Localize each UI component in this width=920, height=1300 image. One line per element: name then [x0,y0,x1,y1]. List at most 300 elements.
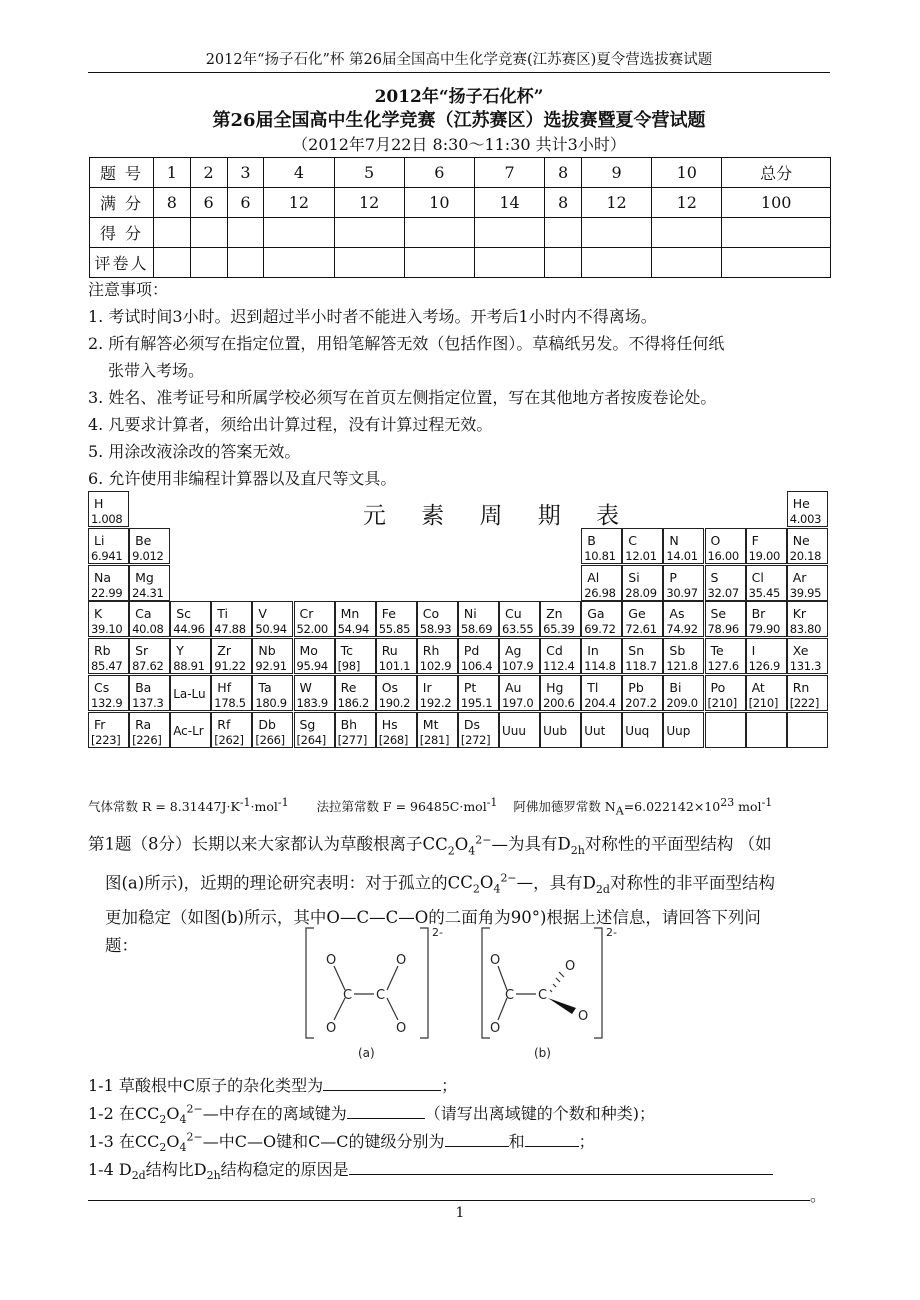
element-symbol: Ag [505,643,522,659]
element-symbol: Cl [751,569,764,585]
element-symbol: Bi [669,680,682,695]
element-cell [581,675,622,711]
element-symbol: Mn [340,606,360,622]
element-cell [622,675,663,711]
score-cell[interactable] [334,248,404,278]
element-cell [787,638,828,674]
element-cell [88,565,129,601]
score-cell[interactable] [474,248,544,278]
element-cell [88,675,129,711]
element-cell [581,601,622,637]
question-1-line-2: 图(a)所示)，近期的理论研究表明：对于孤立的$CC_2O_4^{2-}—$，具有$D_{2d}$对称性的非平面型结构 [105,871,775,896]
score-cell: 12 [334,188,404,218]
element-mass: 35.45 [748,585,781,600]
avogadro-constant: 阿佛加德罗常数 N [513,799,616,815]
element-symbol: Cd [546,643,563,659]
element-cell [376,712,417,748]
score-row-label: 题 号 [90,158,154,188]
note-item: 1. 考试时间3小时。迟到超过半小时者不能进入考场。开考后1小时内不得离场。 [88,307,657,326]
element-symbol: Rn [792,680,810,695]
element-cell [746,528,787,564]
element-symbol: Uup [666,723,691,738]
avogadro-exp: 23 [720,796,735,809]
element-mass: 50.94 [255,622,287,637]
element-symbol: Ba [135,680,152,695]
score-row [90,158,831,188]
element-symbol: Rh [422,643,440,659]
element-cell [663,638,704,674]
score-row [90,248,831,278]
element-cell [746,675,787,711]
element-cell [88,638,129,674]
element-cell [252,675,293,711]
score-cell: 6 [227,188,264,218]
element-symbol: W [299,680,312,695]
element-mass: 26.98 [584,585,616,600]
atom-label: C [505,988,515,1003]
score-cell: 2 [190,158,227,188]
element-cell [787,491,828,527]
atom-label: C [343,988,353,1003]
element-mass: 112.4 [543,659,575,674]
element-mass: 47.88 [214,622,246,637]
score-cell[interactable] [722,248,831,278]
element-mass: 91.22 [214,659,246,674]
score-cell[interactable] [334,218,404,248]
element-mass: [272] [460,732,491,747]
element-mass: 190.2 [378,696,411,710]
element-mass: 10.81 [584,548,616,563]
element-mass: 54.94 [337,622,370,637]
score-cell[interactable] [264,218,334,248]
score-cell[interactable] [474,218,544,248]
figure-a-label: (a) [358,1046,375,1060]
faraday-constant: 法拉第常数 F = 96485C·mol [316,799,487,815]
element-cell [663,601,704,637]
faraday-sup: -1 [486,796,498,809]
element-cell [294,675,335,711]
element-mass: 40.08 [132,622,164,637]
atom-label: O [326,953,337,968]
element-mass: [210] [748,696,779,710]
element-cell [499,675,540,711]
score-table [89,157,831,278]
element-symbol: Ca [135,606,152,622]
element-cell [417,712,458,748]
element-symbol: Sb [669,643,686,659]
element-symbol: Ru [381,643,398,659]
periodic-table-title: 元 素 周 期 表 [362,503,634,529]
answer-blank-1-3a[interactable] [445,1132,509,1147]
element-mass: 24.31 [132,585,164,600]
element-cell [787,601,828,637]
element-mass: 132.9 [91,696,123,710]
element-symbol: Mt [422,716,439,732]
element-symbol: P [669,569,677,585]
element-mass: 186.2 [337,696,370,710]
answer-blank-1-2[interactable] [347,1104,425,1119]
atom-label: O [326,1021,337,1036]
score-cell: 10 [404,188,474,218]
element-symbol: Mg [135,569,154,585]
element-cell [88,528,129,564]
atom-label: O [396,1021,407,1036]
element-mass: 22.99 [91,585,123,600]
element-symbol: Sg [299,716,316,732]
element-mass: [277] [337,732,368,747]
score-cell[interactable] [404,248,474,278]
element-mass: 127.6 [707,659,739,674]
oxalate-formula: $C_2O_4^{2-}—$ [147,1130,219,1155]
element-mass: 209.0 [666,696,698,710]
element-cell [129,675,170,711]
element-symbol: Os [381,680,399,695]
element-symbol: Ge [628,606,646,622]
note-item: 6. 允许使用非编程计算器以及直尺等文具。 [88,469,397,488]
element-cell [746,601,787,637]
element-mass: [223] [91,732,121,747]
score-cell: 6 [190,188,227,218]
element-symbol: H [94,496,104,511]
element-symbol: Uuq [625,723,650,738]
score-cell[interactable] [404,218,474,248]
element-symbol: F [751,532,759,548]
score-cell: 3 [227,158,264,188]
atom-label: O [396,953,407,968]
element-mass: 4.003 [789,512,822,526]
element-symbol: Po [710,680,726,695]
element-mass: 28.09 [625,585,657,600]
avogadro-unit: mol [734,799,762,815]
score-cell: 8 [545,188,582,218]
element-mass: 20.18 [789,548,822,563]
element-symbol: Hg [546,680,564,695]
element-mass: 72.61 [625,622,657,637]
element-cell [88,491,129,527]
element-cell [170,675,211,711]
element-mass: 107.9 [502,659,534,674]
element-mass: 39.95 [789,585,822,600]
element-symbol: Hf [217,680,232,695]
element-symbol: Re [340,680,357,695]
element-symbol: Br [751,606,766,622]
element-symbol: In [587,643,599,659]
element-mass: 39.10 [91,622,123,637]
element-mass: 121.8 [666,659,698,674]
element-mass: [262] [214,732,244,747]
element-symbol: Ds [463,716,481,732]
element-symbol: Be [135,532,152,548]
element-cell [88,601,129,637]
element-symbol: S [710,569,719,585]
element-mass: 114.8 [584,659,616,674]
element-symbol: V [258,606,267,622]
score-cell[interactable] [227,218,264,248]
element-mass: 88.91 [173,659,205,674]
element-cell [787,712,828,748]
element-symbol: Ta [258,680,272,695]
element-cell [787,565,828,601]
element-mass: 118.7 [625,659,657,674]
score-cell[interactable] [652,218,722,248]
score-cell: 12 [264,188,334,218]
element-cell [417,601,458,637]
title-line-1: 2012年“扬子石化杯” [374,87,544,107]
element-cell [499,712,540,748]
question-1-line-3: 更加稳定（如图(b)所示，其中O—C—C—O的二面角为90°)根据上述信息，请回答下列问 [105,907,761,927]
element-mass: 95.94 [296,659,328,674]
element-symbol: Co [422,606,440,622]
score-cell[interactable] [154,248,191,278]
element-cell [211,638,252,674]
score-cell: 12 [581,188,651,218]
element-symbol: Li [94,532,105,548]
gas-constant-sup: -1 [277,796,289,809]
element-symbol: Y [176,643,184,659]
element-mass: 65.39 [543,622,575,637]
score-cell[interactable] [227,248,264,278]
title-line-3: （2012年7月22日 8:30～11:30 共计3小时） [292,135,626,154]
element-symbol: La-Lu [173,687,206,701]
element-mass: 52.00 [296,622,328,637]
element-cell [129,638,170,674]
score-cell[interactable] [190,218,227,248]
element-cell [376,601,417,637]
score-cell: 9 [581,158,651,188]
element-cell [252,638,293,674]
element-symbol: O [710,532,721,548]
element-symbol: Ir [422,680,432,695]
element-symbol: Nb [258,643,276,659]
element-mass: [226] [132,732,162,747]
element-mass: 126.9 [748,659,781,674]
element-symbol: Cs [94,680,110,695]
score-cell[interactable] [652,248,722,278]
element-mass: 183.9 [296,696,328,710]
element-cell [129,565,170,601]
element-cell [252,712,293,748]
element-cell [663,675,704,711]
element-symbol: Si [628,569,640,585]
element-cell [129,601,170,637]
score-cell[interactable] [581,218,651,248]
question-1-line-1: 第1题（8分）长期以来大家都认为草酸根离子$CC_2O_4^{2-}—$为具有$D_{2h}$对称性的平面型结构 （如 [88,833,772,857]
element-symbol: Cu [505,606,522,622]
element-cell [458,712,499,748]
score-cell: 1 [154,158,191,188]
element-mass: 30.97 [666,585,698,600]
score-cell[interactable] [154,218,191,248]
score-cell[interactable] [264,248,334,278]
answer-blank-1-4[interactable] [349,1160,773,1175]
element-cell [499,601,540,637]
score-row [90,188,831,218]
score-cell: 100 [722,188,831,218]
element-cell [129,528,170,564]
element-mass: [98] [337,659,361,674]
element-symbol: Hs [381,716,398,732]
score-cell[interactable] [581,248,651,278]
score-cell: 5 [334,158,404,188]
element-mass: 102.9 [419,659,452,674]
title-line-2: 第26届全国高中生化学竞赛（江苏赛区）选拔赛暨夏令营试题 [212,110,706,131]
element-mass: 55.85 [378,622,411,637]
element-mass: 69.72 [584,622,616,637]
element-cell [746,565,787,601]
element-cell [294,712,335,748]
element-cell [129,712,170,748]
score-row [90,218,831,248]
element-symbol: Ra [135,716,152,732]
score-row-label: 得 分 [90,218,154,248]
element-symbol: Se [710,606,727,622]
element-symbol: Bh [340,716,358,732]
element-cell [581,712,622,748]
score-cell[interactable] [722,218,831,248]
element-symbol: Fr [94,716,106,732]
element-symbol: Tl [587,680,599,695]
element-symbol: Zr [217,643,231,659]
element-mass: 63.55 [502,622,534,637]
answer-blank-1-4-line-2[interactable] [88,1186,810,1201]
element-symbol: Pd [463,643,480,659]
element-symbol: Ar [792,569,807,585]
gas-constant: 气体常数 R = 8.31447J·K [88,799,240,815]
score-cell: 8 [545,158,582,188]
element-symbol: Kr [792,606,807,622]
element-symbol: I [751,643,756,659]
atom-label: O [490,1021,501,1036]
element-cell [581,565,622,601]
atom-label: C [538,988,548,1003]
element-cell [746,712,787,748]
element-cell [622,712,663,748]
element-cell [705,528,746,564]
answer-blank-1-1[interactable] [323,1076,441,1091]
element-mass: 44.96 [173,622,205,637]
oxalate-formula: $C_2O_4^{2-}—$ [435,833,508,857]
element-symbol: Zn [546,606,563,622]
score-cell: 12 [652,188,722,218]
element-mass: 78.96 [707,622,739,637]
element-mass: 207.2 [625,696,657,710]
element-mass: 101.1 [378,659,411,674]
score-cell[interactable] [545,218,582,248]
avogadro-sub: A [615,804,624,818]
element-symbol: Tc [340,643,353,659]
element-symbol: C [628,532,638,548]
element-cell [581,638,622,674]
element-cell [335,638,376,674]
element-cell [335,675,376,711]
element-cell [88,712,129,748]
element-cell [663,712,704,748]
element-cell [458,675,499,711]
score-cell: 10 [652,158,722,188]
element-symbol: Cr [299,606,314,622]
element-symbol: N [669,532,679,548]
element-mass: 32.07 [707,585,739,600]
element-symbol: Uuu [502,723,526,738]
element-cell [170,638,211,674]
notes-heading: 注意事项： [88,280,169,299]
element-symbol: Sc [176,606,191,622]
element-mass: [264] [296,732,326,747]
element-mass: 74.92 [666,622,698,637]
element-symbol: Fe [381,606,396,622]
element-mass: 58.93 [419,622,452,637]
oxalate-structure-figure [290,920,640,1060]
charge-label: 2- [606,926,617,939]
element-cell [170,601,211,637]
element-mass: 87.62 [132,659,164,674]
element-mass: [210] [707,696,737,710]
element-mass: [222] [789,696,820,710]
element-mass: 58.69 [460,622,493,637]
element-cell [294,601,335,637]
note-item: 张带入考场。 [108,361,205,380]
element-cell [622,528,663,564]
element-mass: [268] [378,732,409,747]
element-cell [540,675,581,711]
element-symbol: Db [258,716,276,732]
element-symbol: Pt [463,680,477,695]
element-mass: 19.00 [748,548,781,563]
element-cell [540,601,581,637]
score-row-label: 评卷人 [90,248,154,278]
answer-blank-1-3b[interactable] [525,1132,579,1147]
element-mass: 197.0 [502,696,534,710]
score-cell[interactable] [190,248,227,278]
element-cell [211,675,252,711]
element-symbol: Ga [587,606,605,622]
element-cell [458,638,499,674]
physical-constants [88,796,848,818]
element-cell [705,638,746,674]
element-cell [458,601,499,637]
element-mass: 85.47 [91,659,123,674]
element-cell [417,638,458,674]
element-cell [211,601,252,637]
subquestion-1-4: 1-4 $D_{2d}$结构比$D_{2h}$结构稳定的原因是 [88,1157,773,1182]
element-symbol: Ne [792,532,810,548]
gas-constant-sup: -1 [239,796,251,809]
score-cell[interactable] [545,248,582,278]
note-item: 4. 凡要求计算者，须给出计算过程，没有计算过程无效。 [88,415,493,434]
element-cell [376,638,417,674]
element-cell [170,712,211,748]
figure-b-label: (b) [534,1046,551,1060]
element-mass: 6.941 [91,548,123,563]
element-cell [211,712,252,748]
element-cell [335,601,376,637]
element-symbol: B [587,532,596,548]
atom-label: O [490,953,501,968]
element-cell [540,712,581,748]
score-cell: 总分 [722,158,831,188]
element-cell [294,638,335,674]
element-mass: 83.80 [789,622,822,637]
element-cell [787,528,828,564]
question-1-line-4: 题： [105,935,138,955]
oxalate-formula: $C_2O_4^{2-}—$ [147,1102,219,1127]
element-mass: [266] [255,732,285,747]
header-rule [88,72,830,73]
score-cell: 6 [404,158,474,188]
element-cell [622,565,663,601]
element-mass: 16.00 [707,548,739,563]
score-cell: 4 [264,158,334,188]
